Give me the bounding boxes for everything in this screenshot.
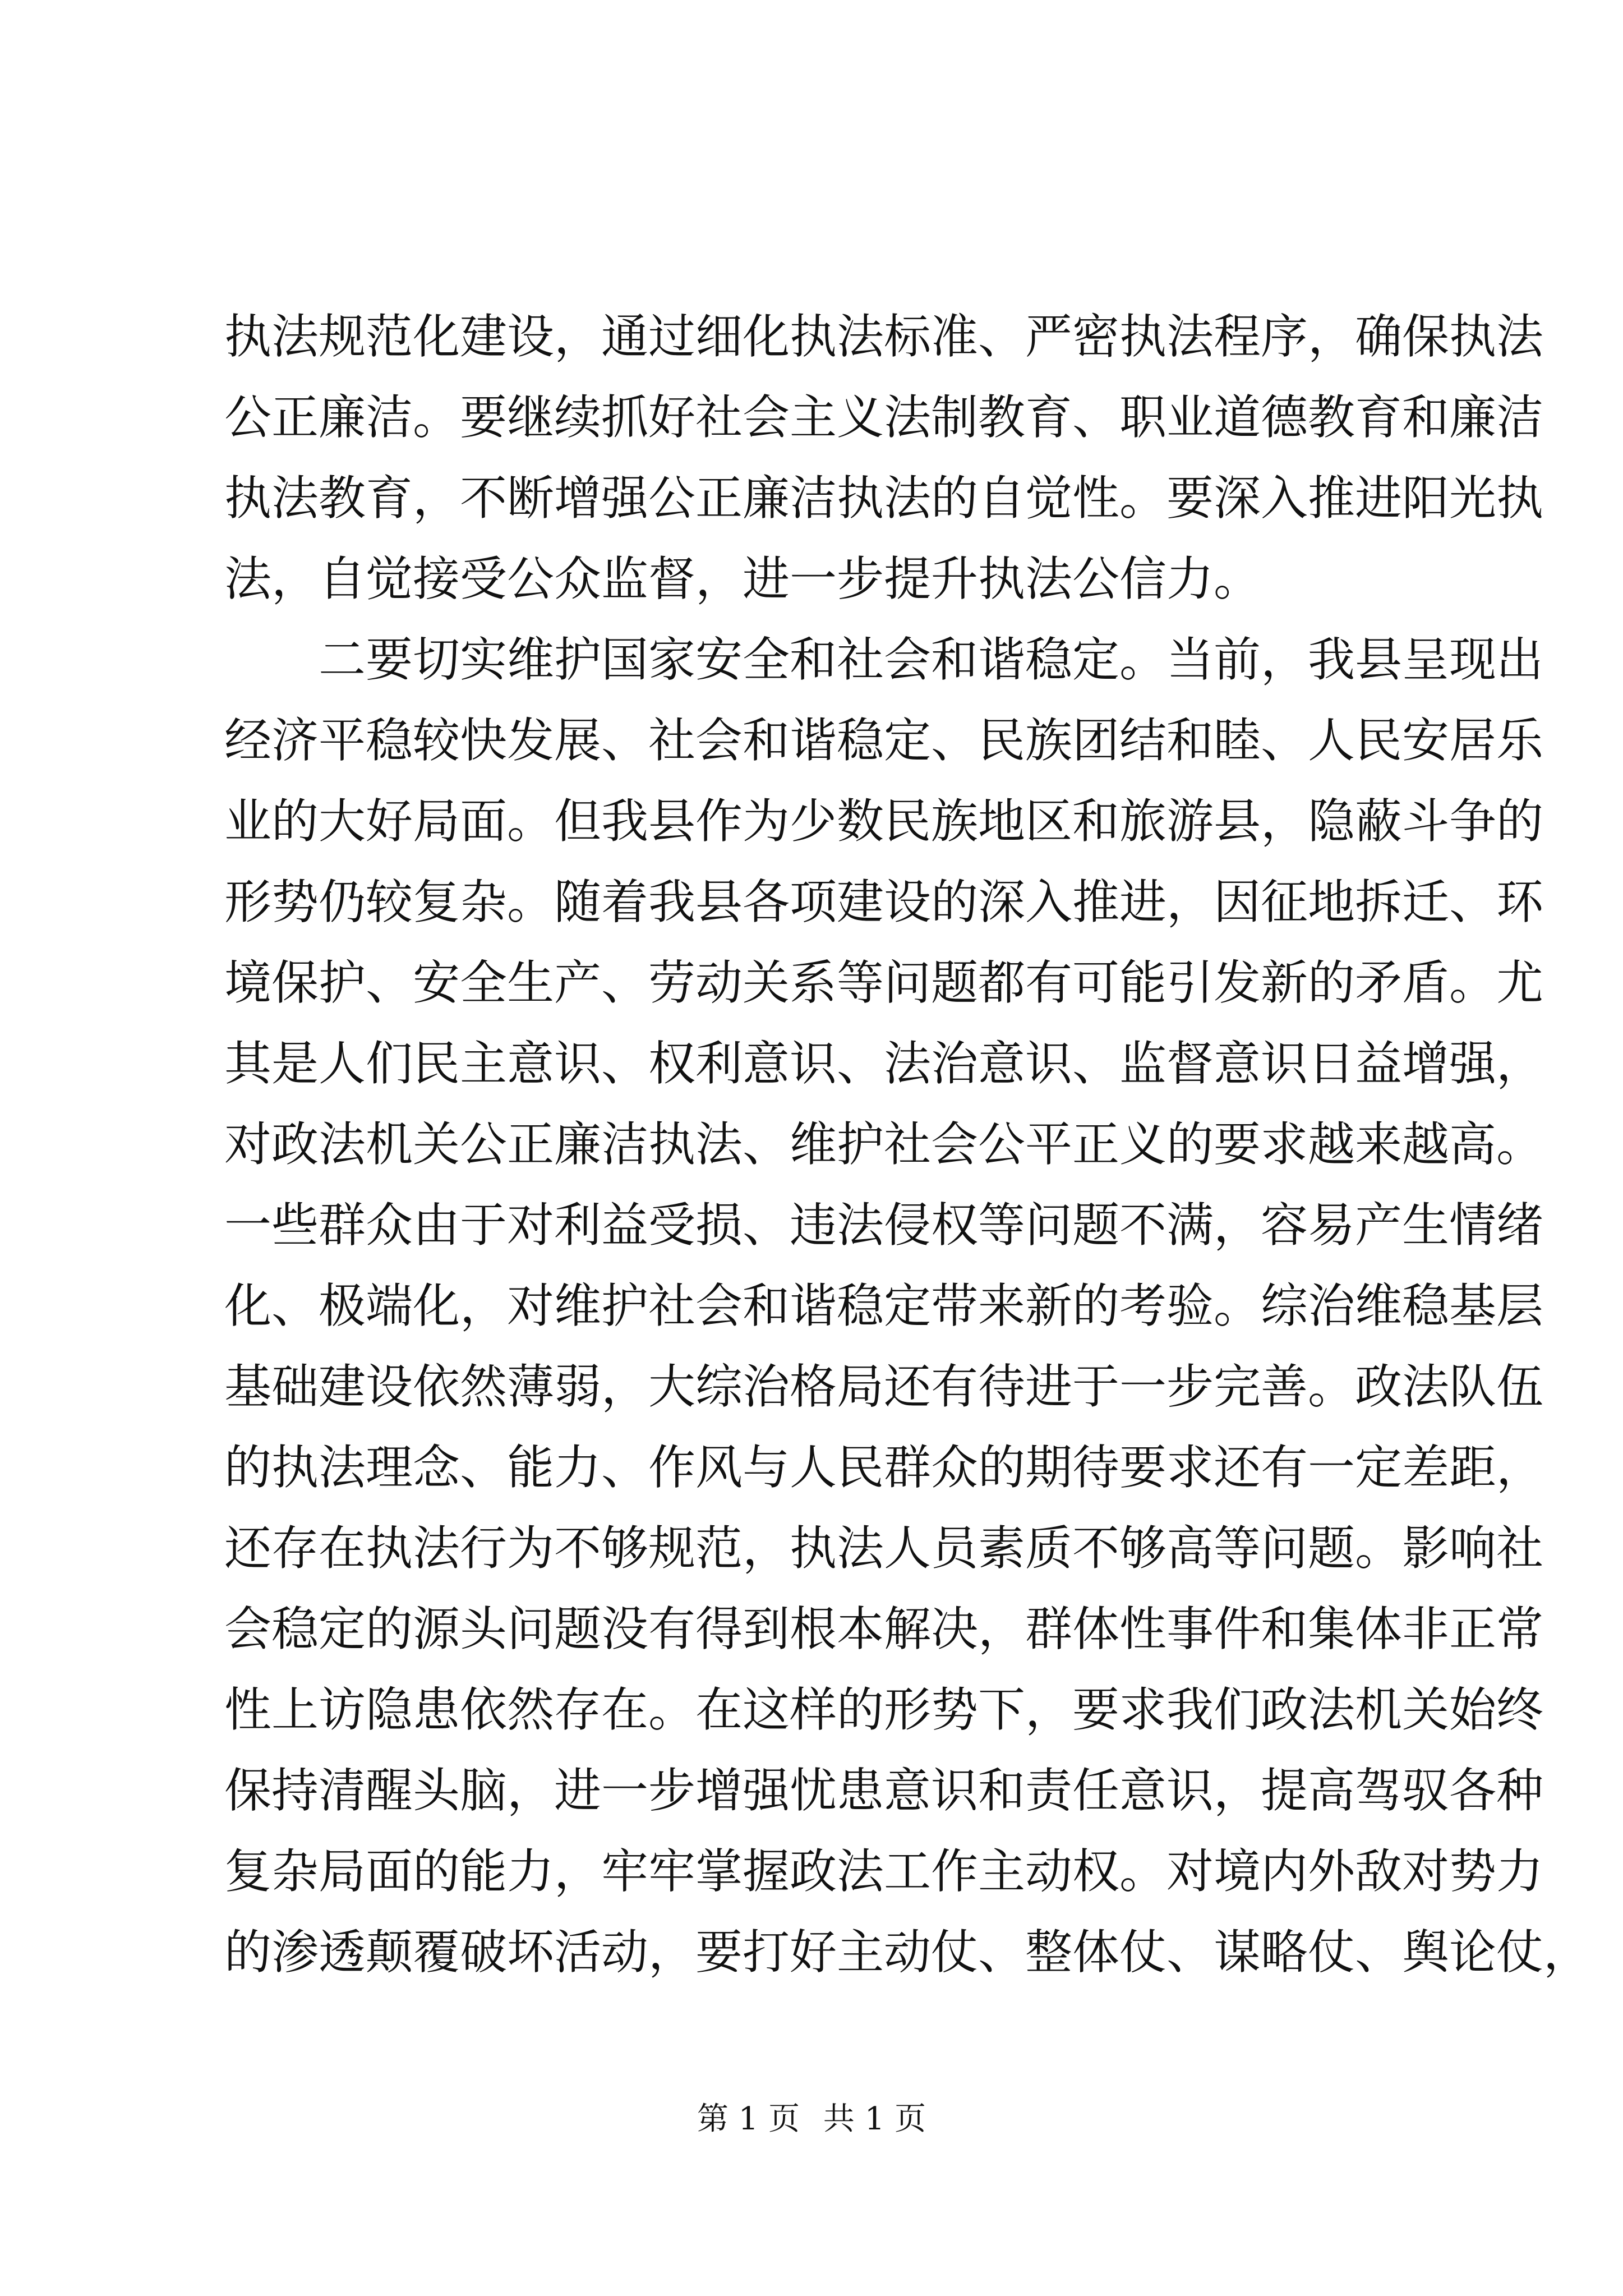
text-line: 性上访隐患依然存在。在这样的形势下，要求我们政法机关始终	[224, 1682, 1544, 1737]
body-text	[224, 296, 1591, 1993]
text-line: 基础建设依然薄弱，大综治格局还有待进于一步完善。政法队伍	[224, 1359, 1544, 1414]
text-line: 会稳定的源头问题没有得到根本解决，群体性事件和集体非正常	[224, 1602, 1544, 1657]
text-line: 业的大好局面。但我县作为少数民族地区和旅游县，隐蔽斗争的	[224, 794, 1544, 849]
text-line: 的执法理念、能力、作风与人民群众的期待要求还有一定差距，	[224, 1440, 1544, 1495]
text-line: 复杂局面的能力，牢牢掌握政法工作主动权。对境内外敌对势力	[224, 1844, 1544, 1899]
text-line: 化、极端化，对维护社会和谐稳定带来新的考验。综治维稳基层	[224, 1278, 1544, 1333]
text-line: 法，自觉接受公众监督，进一步提升执法公信力。	[224, 551, 1261, 606]
text-line: 其是人们民主意识、权利意识、法治意识、监督意识日益增强，	[224, 1036, 1544, 1091]
text-line: 的渗透颠覆破坏活动，要打好主动仗、整体仗、谋略仗、舆论仗，	[224, 1925, 1591, 1980]
page-number: 第 1 页	[697, 2101, 800, 2137]
text-line: 执法教育，不断增强公正廉洁执法的自觉性。要深入推进阳光执	[224, 471, 1544, 526]
text-line: 还存在执法行为不够规范，执法人员素质不够高等问题。影响社	[224, 1521, 1544, 1576]
text-line: 执法规范化建设，通过细化执法标准、严密执法程序，确保执法	[224, 309, 1544, 364]
text-line: 公正廉洁。要继续抓好社会主义法制教育、职业道德教育和廉洁	[224, 390, 1544, 445]
text-line: 经济平稳较快发展、社会和谐稳定、民族团结和睦、人民安居乐	[224, 713, 1544, 768]
page-total: 共 1 页	[823, 2101, 926, 2137]
text-line: 境保护、安全生产、劳动关系等问题都有可能引发新的矛盾。尤	[224, 955, 1544, 1010]
paragraph-start-line: 二要切实维护国家安全和社会和谐稳定。当前，我县呈现出	[319, 632, 1544, 687]
text-line: 保持清醒头脑，进一步增强忧患意识和责任意识，提高驾驭各种	[224, 1763, 1544, 1818]
page-footer	[0, 2097, 1623, 2142]
text-line: 对政法机关公正廉洁执法、维护社会公平正义的要求越来越高。	[224, 1117, 1544, 1172]
text-line: 形势仍较复杂。随着我县各项建设的深入推进，因征地拆迁、环	[224, 875, 1544, 930]
text-line: 一些群众由于对利益受损、违法侵权等问题不满，容易产生情绪	[224, 1198, 1544, 1253]
